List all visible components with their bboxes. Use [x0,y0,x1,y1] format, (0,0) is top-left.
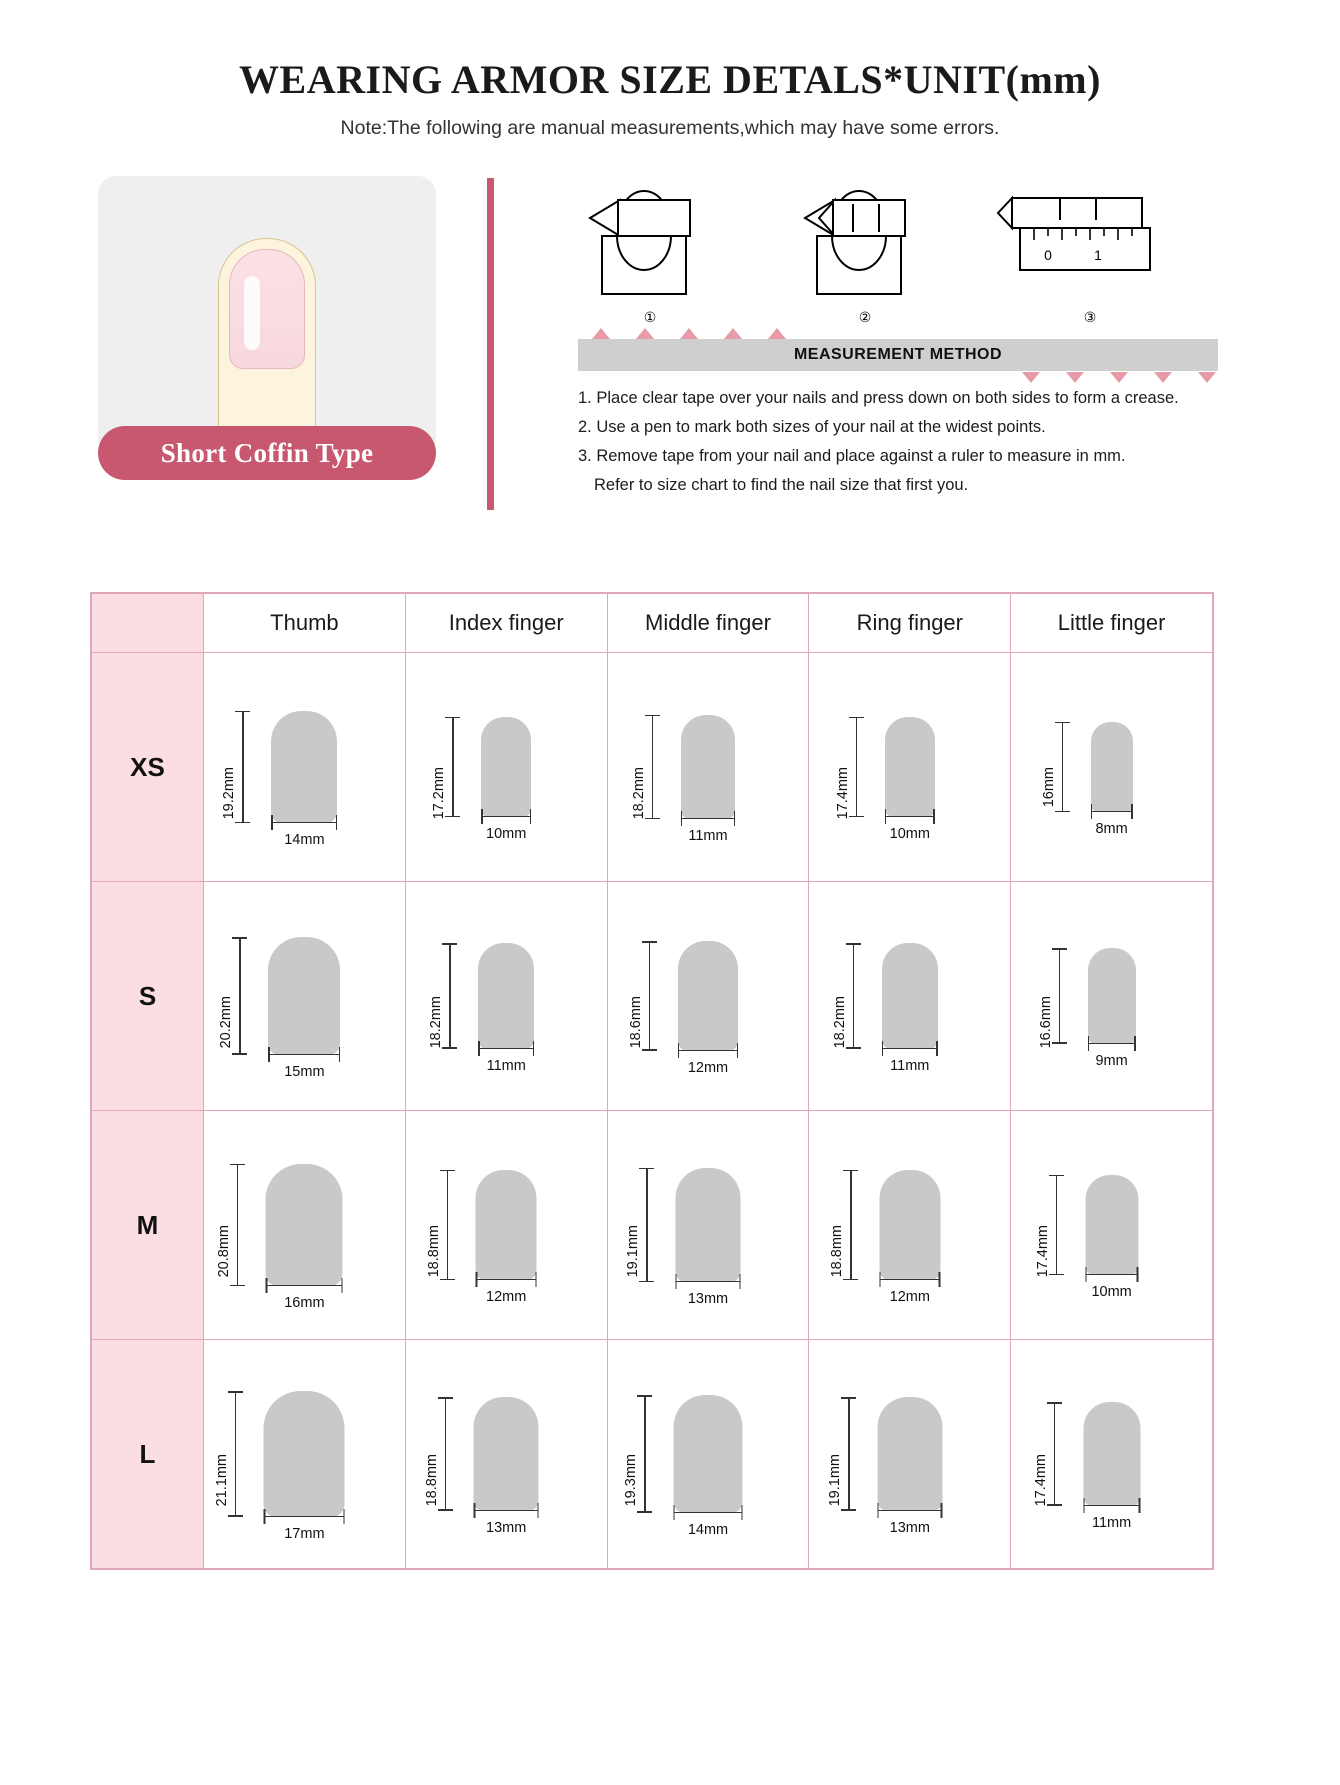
nail-cell [204,653,406,882]
table-body [92,653,1213,1569]
length-value: 18.8mm [829,1225,846,1278]
diagram-1-number: ① [643,309,657,325]
measurement-method-bar: MEASUREMENT METHOD [578,339,1218,371]
length-value: 18.6mm [627,996,644,1049]
diagram-3-number: ③ [1083,309,1097,325]
length-value: 17.4mm [1033,1454,1050,1507]
nail-cell [809,882,1011,1111]
nail-shape [877,1397,942,1511]
width-value: 8mm [1095,821,1128,837]
length-value: 20.8mm [215,1225,232,1278]
length-value: 18.2mm [428,996,445,1049]
length-value: 16.6mm [1037,996,1054,1049]
nail-cell [1011,882,1213,1111]
nail-cell [204,1340,406,1569]
table-row [92,882,1213,1111]
length-value: 17.4mm [834,767,851,820]
measurement-diagrams [560,176,1220,326]
nail-cell [607,1340,809,1569]
length-value: 18.8mm [425,1225,442,1278]
width-value: 16mm [284,1294,325,1311]
header-little-finger: Little finger [1011,594,1213,653]
width-value: 12mm [889,1288,930,1305]
nail-shape [266,1164,343,1286]
nail-shape [264,1391,345,1517]
header-ring-finger: Ring finger [809,594,1011,653]
tape-over-nail-icon [560,176,740,304]
width-value: 12mm [486,1288,527,1305]
nail-type-badge: Short Coffin Type [98,426,436,480]
width-value: 10mm [486,826,527,842]
width-value: 11mm [890,1057,930,1074]
width-value: 11mm [1091,1514,1132,1531]
length-value: 19.3mm [623,1454,640,1507]
nail-cell [204,1111,406,1340]
size-label-l: L [92,1340,204,1569]
width-value: 13mm [889,1519,930,1536]
ruler-icon [990,176,1190,304]
table-header-row [92,594,1213,653]
nail-shape [678,941,738,1050]
nail-cell [405,882,607,1111]
nail-shape [476,1170,537,1280]
size-label-s: S [92,882,204,1111]
size-label-m: M [92,1111,204,1340]
nail-shape [1083,1402,1140,1506]
length-value: 18.8mm [423,1454,440,1507]
page-note: Note:The following are manual measurements,which may have some errors. [340,117,1000,139]
nail-shape [474,1397,539,1511]
nail-cell [1011,653,1213,882]
length-value: 19.2mm [221,767,238,820]
size-label-xs: XS [92,653,204,882]
diagram-step-3 [990,176,1190,326]
width-value: 12mm [687,1059,729,1076]
nail-cell [607,653,809,882]
header-middle-finger: Middle finger [607,594,809,653]
width-value: 11mm [486,1057,526,1074]
mark-sides-icon [775,176,955,304]
finger-illustration [218,238,316,458]
decor-triangles-top [592,328,786,339]
nail-cell [1011,1111,1213,1340]
table-row [92,653,1213,882]
step-1: 1. Place clear tape over your nails and press down on both sides to form a crease. [578,389,1179,407]
step-2: 2. Use a pen to mark both sizes of your nail at the widest points. [578,417,1046,436]
nail-shape [882,943,938,1048]
width-value: 10mm [889,826,930,842]
ruler-tick-1: 1 [1094,247,1102,263]
nail-cell [809,1111,1011,1340]
width-value: 14mm [687,1521,729,1538]
nail-cell [809,653,1011,882]
width-value: 11mm [688,828,728,844]
length-value: 17.2mm [431,767,448,820]
nail-shape [885,717,935,817]
nail-shape [481,717,531,817]
step-3: 3. Remove tape from your nail and place against a ruler to measure in mm. [578,446,1126,465]
header-index-finger: Index finger [405,594,607,653]
length-value: 19.1mm [827,1454,844,1507]
size-table [90,592,1214,1570]
length-value: 18.2mm [630,767,647,820]
diagram-2-number: ② [858,309,872,325]
measurement-steps [578,384,1238,500]
nail-cell [607,1111,809,1340]
page-title: WEARING ARMOR SIZE DETALS*UNIT(mm) [239,57,1101,102]
diagram-step-2 [775,176,955,326]
nail-shape [1085,1175,1138,1275]
length-value: 20.2mm [218,996,235,1049]
nail-shape [675,1168,740,1282]
step-4: Refer to size chart to find the nail size that first you. [594,475,969,494]
width-value: 14mm [284,832,325,848]
table-row [92,1340,1213,1569]
nail-shape [879,1170,940,1280]
nail-shape [681,715,735,819]
nail-preview-card [98,176,436,456]
nail-plate-icon [229,249,305,369]
info-section [0,176,1340,506]
length-value: 19.1mm [625,1225,642,1278]
table-row [92,1111,1213,1340]
decor-triangles-bottom [1022,372,1216,383]
width-value: 17mm [284,1525,325,1542]
header-corner [92,594,204,653]
nail-shape [268,937,340,1054]
nail-shape [271,711,337,823]
nail-cell [607,882,809,1111]
length-value: 16mm [1040,767,1057,808]
ruler-tick-0: 0 [1044,247,1052,263]
nail-cell [204,882,406,1111]
length-value: 17.4mm [1035,1225,1052,1278]
nail-shape [1091,722,1133,812]
nail-highlight [244,276,260,350]
length-value: 18.2mm [831,996,848,1049]
diagram-step-1 [560,176,740,326]
width-value: 13mm [687,1290,729,1307]
nail-cell [405,1340,607,1569]
width-value: 15mm [284,1063,325,1080]
nail-cell [1011,1340,1213,1569]
nail-shape [478,943,534,1048]
length-value: 21.1mm [213,1454,230,1507]
nail-cell [405,653,607,882]
width-value: 10mm [1091,1283,1132,1300]
vertical-divider [487,178,494,510]
nail-cell [405,1111,607,1340]
width-value: 13mm [486,1519,527,1536]
width-value: 9mm [1095,1052,1128,1069]
nail-cell [809,1340,1011,1569]
nail-shape [673,1395,742,1513]
nail-shape [1088,948,1136,1043]
header-thumb: Thumb [204,594,406,653]
